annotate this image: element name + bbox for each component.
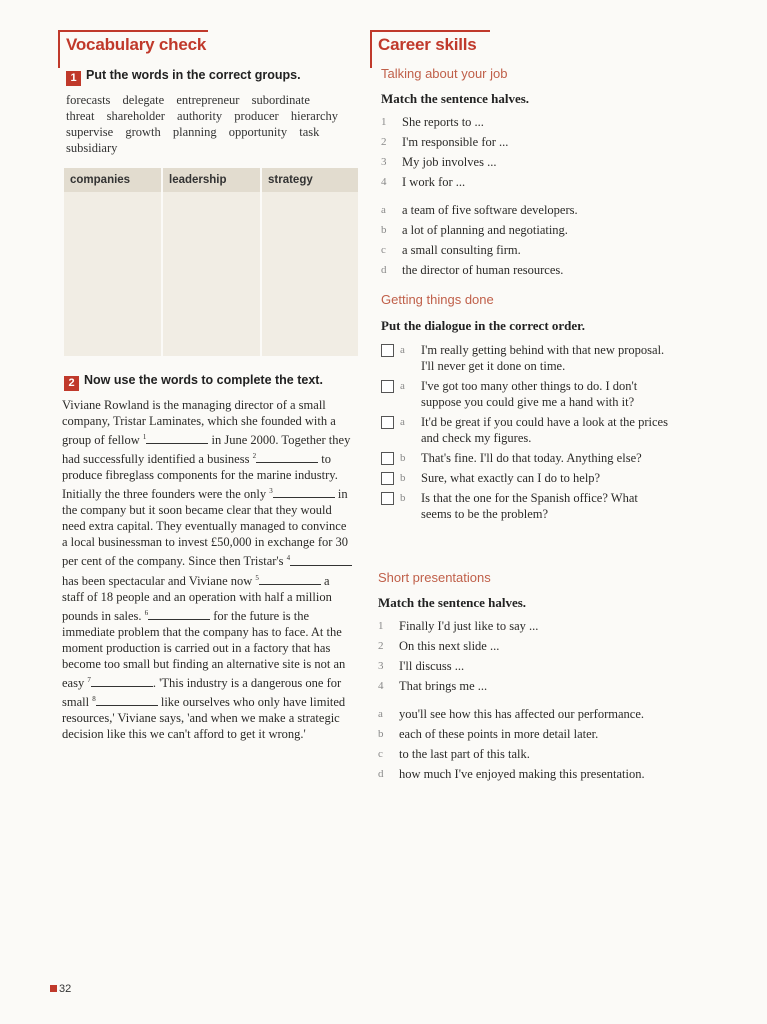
gap-blank[interactable] <box>290 554 352 566</box>
item-key: 2 <box>381 136 387 148</box>
gap-number: 8 <box>92 695 96 704</box>
getting-things-done-heading: Getting things done <box>381 292 494 307</box>
item-key: 4 <box>378 680 384 692</box>
short-presentations-instruction: Match the sentence halves. <box>378 595 527 610</box>
item-text: I'm responsible for ... <box>402 135 509 149</box>
short-presentations-heading: Short presentations <box>378 570 491 585</box>
item-text: I'll discuss ... <box>399 659 465 673</box>
column-divider <box>161 168 163 356</box>
vocab-word: shareholder <box>106 109 165 123</box>
list-item <box>378 746 648 762</box>
gap-number: 1 <box>142 433 147 441</box>
vocab-word: planning <box>172 125 217 139</box>
item-text: a team of five software developers. <box>402 203 578 217</box>
list-item <box>381 174 681 190</box>
page-marker-icon <box>50 985 57 992</box>
item-text: I'm really getting behind with that new proposal. I'll never get it done on time. <box>421 343 665 373</box>
item-text: each of these points in more detail later. <box>399 727 599 741</box>
item-text: That brings me ... <box>399 679 488 693</box>
list-item <box>378 638 678 654</box>
text-segment: Viviane Rowland is the managing director of a small company, Tristar Laminates, which she founded with a group of fellow <box>62 398 336 448</box>
item-text: you'll see how this has affected our performance. <box>399 707 644 721</box>
gap-number: 3 <box>269 487 273 496</box>
list-item <box>381 262 681 278</box>
text-segment: a staff of 18 people and an operation with half a million pounds in sales. <box>62 573 332 623</box>
item-text: She reports to ... <box>402 115 484 129</box>
exercise-1-instruction: 1 Put the words in the correct groups. <box>66 68 301 86</box>
list-item <box>381 378 671 410</box>
gap-blank[interactable] <box>96 694 158 706</box>
vocab-word: opportunity <box>228 125 288 139</box>
item-text: Sure, what exactly can I do to help? <box>421 471 601 485</box>
list-item <box>381 114 681 130</box>
item-key: c <box>381 244 386 256</box>
column-header-companies: companies <box>64 168 161 192</box>
gap-number: 7 <box>87 675 91 684</box>
column-divider <box>260 168 262 356</box>
job-sentence-starts <box>381 114 681 194</box>
vocab-word: subordinate <box>251 93 310 107</box>
item-key: 3 <box>381 156 387 168</box>
list-item <box>381 134 681 150</box>
item-key: 2 <box>378 640 384 652</box>
order-checkbox[interactable] <box>381 380 394 393</box>
talking-about-job-heading: Talking about your job <box>381 66 508 81</box>
vocab-word: growth <box>125 125 161 139</box>
vocab-word: task <box>299 125 320 139</box>
gap-blank[interactable] <box>148 608 210 620</box>
item-text: Is that the one for the Spanish office? What seems to be the problem? <box>421 491 638 521</box>
order-checkbox[interactable] <box>381 416 394 429</box>
item-text: It'd be great if you could have a look at the prices and check my figures. <box>421 415 668 445</box>
order-checkbox[interactable] <box>381 344 394 357</box>
getting-things-done-instruction: Put the dialogue in the correct order. <box>381 318 585 333</box>
vocab-word: supervise <box>66 125 114 139</box>
page-number: 32 <box>50 983 71 995</box>
item-text: Finally I'd just like to say ... <box>399 619 539 633</box>
presentation-sentence-endings <box>378 706 648 786</box>
gap-number: 2 <box>252 452 257 461</box>
list-item <box>378 658 678 674</box>
list-item <box>381 222 681 238</box>
item-key: c <box>378 748 383 760</box>
item-key: a <box>381 204 386 216</box>
item-key: d <box>378 768 384 780</box>
text-segment: in June 2000. Together they had successfully identified a business <box>62 433 351 467</box>
item-key: b <box>400 452 406 464</box>
vocab-word: entrepreneur <box>176 93 240 107</box>
vocab-word: delegate <box>122 93 165 107</box>
item-key: a <box>400 344 405 356</box>
vocab-word: forecasts <box>66 93 111 107</box>
item-key: 3 <box>378 660 384 672</box>
gap-fill-text <box>62 397 354 742</box>
list-item <box>381 154 681 170</box>
gap-blank[interactable] <box>91 675 153 687</box>
list-item <box>381 414 671 446</box>
job-sentence-endings <box>381 202 681 282</box>
item-key: b <box>400 492 406 504</box>
talking-about-job-instruction: Match the sentence halves. <box>381 91 530 106</box>
order-checkbox[interactable] <box>381 452 394 465</box>
vocabulary-check-title: Vocabulary check <box>66 35 207 54</box>
dialogue-lines <box>381 342 671 526</box>
item-key: a <box>400 416 405 428</box>
item-key: b <box>400 472 406 484</box>
item-text: My job involves ... <box>402 155 497 169</box>
list-item <box>381 470 671 486</box>
vocab-word: producer <box>234 109 279 123</box>
vocab-word: subsidiary <box>66 141 118 155</box>
column-header-strategy: strategy <box>262 168 358 192</box>
order-checkbox[interactable] <box>381 492 394 505</box>
gap-number: 6 <box>144 608 149 617</box>
gap-blank[interactable] <box>146 432 208 444</box>
item-key: a <box>400 380 405 392</box>
item-text: the director of human resources. <box>402 263 564 277</box>
list-item <box>381 202 681 218</box>
text-segment: to produce fibreglass components for the marine industry. Initially the three founders were the only <box>62 452 338 502</box>
text-segment: has been spectacular and Viviane now <box>62 573 256 588</box>
gap-number: 5 <box>255 573 259 582</box>
list-item <box>381 490 671 522</box>
exercise-2-instruction: 2 Now use the words to complete the text. <box>64 373 323 391</box>
grouping-table <box>64 168 358 356</box>
gap-blank[interactable] <box>256 451 318 463</box>
item-key: 1 <box>381 116 387 128</box>
vocabulary-check-header <box>58 30 208 68</box>
vocab-word: authority <box>177 109 223 123</box>
item-text: That's fine. I'll do that today. Anything else? <box>421 451 642 465</box>
gap-blank[interactable] <box>259 573 321 585</box>
item-key: b <box>381 224 387 236</box>
item-text: a small consulting firm. <box>402 243 521 257</box>
career-skills-header <box>370 30 490 68</box>
item-key: d <box>381 264 387 276</box>
item-text: On this next slide ... <box>399 639 500 653</box>
exercise-1-number: 1 <box>66 71 81 86</box>
list-item <box>378 726 648 742</box>
word-list <box>66 92 358 156</box>
order-checkbox[interactable] <box>381 472 394 485</box>
text-segment: in the company but it soon became clear that they would need extra capital. They eventually managed to convince a local businessman to invest £50,000 in exchange for 30 per cent of the company. Since then Tristar's <box>62 487 349 569</box>
item-key: 1 <box>378 620 384 632</box>
text-segment: for the future is the immediate problem that the company has to face. At the moment production is carried out in a factory that has become too small but finding an alternative site is not an easy <box>62 608 346 691</box>
list-item <box>378 706 648 722</box>
list-item <box>378 678 678 694</box>
career-skills-title: Career skills <box>378 35 477 54</box>
gap-number: 4 <box>286 554 291 563</box>
gap-blank[interactable] <box>273 486 335 498</box>
item-text: I work for ... <box>402 175 466 189</box>
item-text: to the last part of this talk. <box>399 747 530 761</box>
text-segment: like ourselves who only have limited resources,' Viviane says, 'and when we make a strategic decision like this we can't afford to get it wrong.' <box>62 695 346 742</box>
item-text: a lot of planning and negotiating. <box>402 223 568 237</box>
list-item <box>378 618 678 634</box>
column-header-leadership: leadership <box>163 168 260 192</box>
item-text: I've got too many other things to do. I don't suppose you could give me a hand with it? <box>421 379 638 409</box>
list-item <box>378 766 648 782</box>
presentation-sentence-starts <box>378 618 678 698</box>
list-item <box>381 342 671 374</box>
text-segment: . 'This industry is a dangerous one for small <box>62 676 342 710</box>
exercise-2-number: 2 <box>64 376 79 391</box>
list-item <box>381 242 681 258</box>
item-key: 4 <box>381 176 387 188</box>
vocab-word: hierarchy <box>290 109 339 123</box>
vocab-word: threat <box>66 109 95 123</box>
item-key: a <box>378 708 383 720</box>
list-item <box>381 450 671 466</box>
item-key: b <box>378 728 384 740</box>
item-text: how much I've enjoyed making this presentation. <box>399 767 645 781</box>
